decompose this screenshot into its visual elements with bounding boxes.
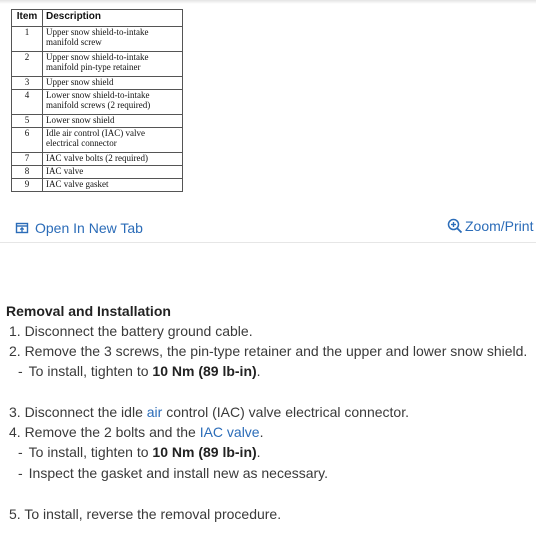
item-number: 2 <box>12 52 43 77</box>
step-4-text: 4. Remove the 2 bolts and the <box>9 424 200 440</box>
substep-text: Inspect the gasket and install new as necessary. <box>28 465 329 481</box>
air-link[interactable]: air <box>146 404 163 420</box>
step-4-substep-1 <box>18 444 261 460</box>
table-header-row <box>12 10 183 27</box>
torque-value: 10 Nm (89 lb-in) <box>152 444 257 460</box>
item-number: 4 <box>12 90 43 115</box>
zoom-print-link[interactable] <box>447 218 533 234</box>
item-description: IAC valve gasket <box>43 179 183 192</box>
item-number: 7 <box>12 153 43 166</box>
step-3 <box>9 404 409 420</box>
item-number: 3 <box>12 77 43 90</box>
step-2-substep <box>18 363 261 379</box>
item-description: Lower snow shield-to-intake manifold screws (2 required) <box>43 90 183 115</box>
header-item: Item <box>12 10 43 27</box>
item-description: Upper snow shield-to-intake manifold screw <box>43 27 183 52</box>
iac-valve-link[interactable]: IAC valve <box>199 424 260 440</box>
substep-text: To install, tighten to <box>28 444 153 460</box>
item-number: 8 <box>12 166 43 179</box>
item-description: IAC valve <box>43 166 183 179</box>
step-3-text: 3. Disconnect the idle <box>9 404 147 420</box>
step-3-text-end: control (IAC) valve electrical connector. <box>162 404 409 420</box>
table-row <box>12 128 183 153</box>
table-row <box>12 90 183 115</box>
step-2: 2. Remove the 3 screws, the pin-type retainer and the upper and lower snow shield. <box>9 343 528 359</box>
substep-end: . <box>256 444 261 460</box>
step-4-text-end: . <box>259 424 264 440</box>
step-4 <box>9 424 264 440</box>
bullet-dash: - <box>18 363 23 379</box>
open-in-new-tab-label: Open In New Tab <box>35 220 143 236</box>
item-description: Idle air control (IAC) valve electrical connector <box>43 128 183 153</box>
table-row <box>12 77 183 90</box>
figure-link-bar <box>0 214 536 243</box>
header-description: Description <box>43 10 183 27</box>
step-5: 5. To install, reverse the removal procedure. <box>9 506 282 522</box>
table-row <box>12 27 183 52</box>
table-row <box>12 115 183 128</box>
zoom-in-icon <box>447 218 463 234</box>
top-shade <box>0 0 536 4</box>
open-in-new-tab-link[interactable] <box>15 220 143 236</box>
section-title: Removal and Installation <box>6 303 171 319</box>
zoom-print-label: Zoom/Print <box>465 218 534 234</box>
substep-text: To install, tighten to <box>28 363 153 379</box>
table-row <box>12 52 183 77</box>
item-description: Upper snow shield <box>43 77 183 90</box>
open-in-new-tab-icon <box>15 221 29 235</box>
item-number: 1 <box>12 27 43 52</box>
item-number: 9 <box>12 179 43 192</box>
step-4-substep-2 <box>18 465 328 481</box>
parts-legend-table <box>11 9 183 192</box>
item-description: Upper snow shield-to-intake manifold pin-type retainer <box>43 52 183 77</box>
table-row <box>12 179 183 192</box>
bullet-dash: - <box>18 465 23 481</box>
item-description: IAC valve bolts (2 required) <box>43 153 183 166</box>
table-row <box>12 166 183 179</box>
substep-end: . <box>256 363 261 379</box>
step-1: 1. Disconnect the battery ground cable. <box>9 323 253 339</box>
item-description: Lower snow shield <box>43 115 183 128</box>
table-row <box>12 153 183 166</box>
torque-value: 10 Nm (89 lb-in) <box>152 363 257 379</box>
item-number: 6 <box>12 128 43 153</box>
bullet-dash: - <box>18 444 23 460</box>
item-number: 5 <box>12 115 43 128</box>
